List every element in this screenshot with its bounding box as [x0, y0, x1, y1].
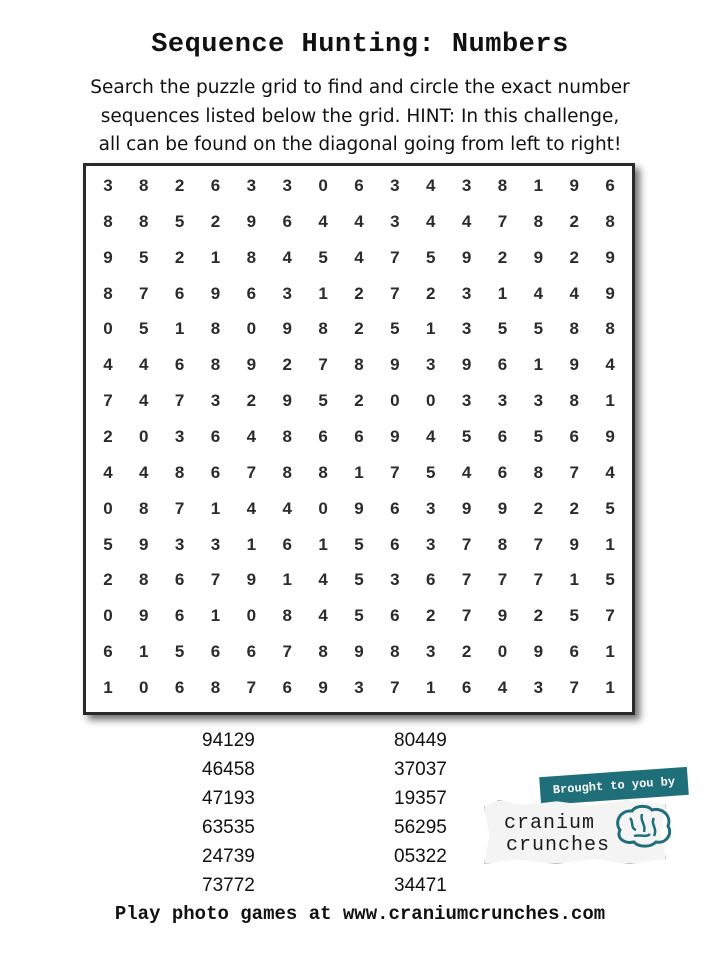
grid-cell[interactable]: 9 [605, 426, 615, 446]
grid-cell[interactable]: 6 [174, 678, 185, 698]
grid-cell[interactable]: 7 [103, 391, 113, 411]
grid-cell[interactable]: 6 [174, 355, 185, 375]
instructions-line-1: Search the puzzle grid to find and circle the exact number [90, 77, 630, 98]
grid-cell[interactable]: 6 [497, 462, 508, 482]
grid-cell[interactable]: 4 [282, 498, 292, 518]
grid-cell[interactable]: 9 [605, 283, 615, 303]
grid-cell[interactable]: 8 [318, 642, 328, 662]
grid-cell[interactable]: 5 [354, 534, 364, 554]
grid-cell[interactable]: 2 [533, 606, 544, 626]
grid-cell[interactable]: 9 [390, 355, 400, 375]
grid-cell[interactable]: 0 [246, 606, 257, 626]
grid-cell[interactable]: 6 [461, 678, 472, 698]
grid-cell[interactable]: 1 [354, 462, 364, 482]
grid-cell[interactable]: 2 [533, 498, 544, 518]
grid-cell[interactable]: 0 [318, 498, 328, 518]
grid-cell[interactable]: 4 [103, 462, 113, 482]
grid-cell[interactable]: 0 [497, 642, 508, 662]
grid-cell[interactable]: 1 [605, 534, 615, 554]
grid-cell[interactable]: 5 [533, 319, 544, 339]
sequence-item: 63535 [202, 817, 255, 838]
grid-cell[interactable]: 5 [605, 498, 615, 518]
grid-cell[interactable]: 6 [425, 570, 436, 590]
grid-cell[interactable]: 3 [461, 283, 472, 303]
grid-cell[interactable]: 2 [497, 247, 508, 267]
grid-cell[interactable]: 4 [318, 211, 328, 231]
grid-cell[interactable]: 2 [103, 570, 113, 590]
grid-cell[interactable]: 3 [210, 534, 221, 554]
grid-cell[interactable]: 8 [103, 211, 113, 231]
grid-cell[interactable]: 3 [246, 175, 257, 195]
grid-cell[interactable]: 7 [533, 534, 544, 554]
grid-cell[interactable]: 4 [318, 606, 328, 626]
grid-cell[interactable]: 2 [246, 391, 257, 411]
grid-cell[interactable]: 7 [390, 247, 400, 267]
grid-cell[interactable]: 7 [390, 283, 400, 303]
grid-cell[interactable]: 3 [282, 283, 292, 303]
grid-cell[interactable]: 2 [569, 247, 579, 267]
grid-cell[interactable]: 3 [282, 175, 292, 195]
grid-cell[interactable]: 6 [318, 426, 328, 446]
grid-cell[interactable]: 2 [174, 247, 185, 267]
grid-cell[interactable]: 3 [174, 426, 185, 446]
grid-cell[interactable]: 3 [461, 319, 472, 339]
grid-cell[interactable]: 8 [497, 534, 508, 554]
puzzle-grid-frame [83, 163, 635, 715]
grid-cell[interactable]: 7 [174, 498, 185, 518]
sequence-item: 34471 [394, 875, 447, 896]
grid-cell[interactable]: 2 [569, 498, 579, 518]
grid-cell[interactable]: 2 [425, 606, 436, 626]
grid-cell[interactable]: 3 [533, 391, 544, 411]
grid-cell[interactable]: 7 [174, 391, 185, 411]
grid-cell[interactable]: 7 [282, 642, 292, 662]
grid-cell[interactable]: 1 [605, 642, 615, 662]
grid-cell[interactable]: 9 [569, 175, 579, 195]
grid-cell[interactable]: 8 [354, 355, 364, 375]
grid-cell[interactable]: 9 [246, 211, 257, 231]
grid-cell[interactable]: 1 [533, 355, 544, 375]
grid-cell[interactable]: 9 [461, 247, 472, 267]
grid-cell[interactable]: 1 [174, 319, 185, 339]
grid-cell[interactable]: 4 [246, 498, 257, 518]
grid-cell[interactable]: 9 [569, 534, 579, 554]
logo-word-cranium: cranium [504, 812, 596, 835]
grid-cell[interactable]: 4 [533, 283, 544, 303]
grid-cell[interactable]: 1 [497, 283, 508, 303]
grid-cell[interactable]: 6 [390, 606, 400, 626]
grid-cell[interactable]: 6 [569, 642, 579, 662]
grid-cell[interactable]: 9 [246, 355, 257, 375]
grid-cell[interactable]: 8 [210, 678, 221, 698]
grid-cell[interactable]: 8 [318, 462, 328, 482]
grid-cell[interactable]: 5 [318, 391, 328, 411]
grid-cell[interactable]: 4 [497, 678, 508, 698]
sequence-item: 05322 [394, 846, 447, 867]
grid-cell[interactable]: 6 [390, 498, 400, 518]
grid-cell[interactable]: 6 [246, 283, 257, 303]
grid-cell[interactable]: 5 [174, 211, 185, 231]
grid-cell[interactable]: 9 [461, 498, 472, 518]
grid-cell[interactable]: 0 [139, 426, 149, 446]
grid-cell[interactable]: 8 [533, 211, 544, 231]
grid-cell[interactable]: 1 [425, 319, 436, 339]
grid-cell[interactable]: 8 [282, 606, 292, 626]
sequence-item: 56295 [394, 817, 447, 838]
grid-cell[interactable]: 1 [425, 678, 436, 698]
grid-cell[interactable]: 4 [139, 391, 149, 411]
grid-cell[interactable]: 3 [425, 355, 436, 375]
grid-cell[interactable]: 6 [174, 283, 185, 303]
grid-cell[interactable]: 9 [139, 534, 149, 554]
grid-cell[interactable]: 9 [210, 283, 221, 303]
grid-cell[interactable]: 6 [282, 534, 292, 554]
logo-tag: Brought to you by [539, 767, 689, 805]
sequence-item: 46458 [202, 759, 255, 780]
grid-cell[interactable]: 2 [282, 355, 292, 375]
grid-cell[interactable]: 6 [354, 175, 364, 195]
grid-cell[interactable]: 1 [246, 534, 257, 554]
grid-cell[interactable]: 0 [139, 678, 149, 698]
grid-cell[interactable]: 9 [533, 247, 544, 267]
grid-cell[interactable]: 5 [354, 570, 364, 590]
grid-cell[interactable]: 3 [103, 175, 113, 195]
footer-website: Play photo games at www.craniumcrunches.com [114, 903, 606, 925]
grid-cell[interactable]: 2 [210, 211, 221, 231]
grid-cell[interactable]: 9 [497, 606, 508, 626]
grid-cell[interactable]: 4 [246, 426, 257, 446]
sequence-item: 37037 [394, 759, 447, 780]
grid-cell[interactable]: 8 [533, 462, 544, 482]
grid-cell[interactable]: 8 [569, 319, 579, 339]
grid-cell[interactable]: 1 [605, 678, 615, 698]
grid-cell[interactable]: 5 [425, 462, 436, 482]
grid-cell[interactable]: 1 [103, 678, 113, 698]
grid-cell[interactable]: 5 [174, 642, 185, 662]
grid-cell[interactable]: 1 [210, 247, 221, 267]
grid-cell[interactable]: 8 [103, 283, 113, 303]
logo-word-crunches: crunches [506, 834, 611, 857]
grid-cell[interactable]: 2 [103, 426, 113, 446]
grid-cell[interactable]: 3 [461, 391, 472, 411]
grid-cell[interactable]: 4 [425, 211, 436, 231]
grid-cell[interactable]: 7 [533, 570, 544, 590]
grid-cell[interactable]: 6 [497, 426, 508, 446]
grid-cell[interactable]: 8 [282, 426, 292, 446]
grid-cell[interactable]: 1 [210, 606, 221, 626]
grid-cell[interactable]: 4 [425, 426, 436, 446]
grid-cell[interactable]: 7 [210, 570, 221, 590]
grid-cell[interactable]: 4 [569, 283, 579, 303]
grid-cell[interactable]: 9 [605, 247, 615, 267]
grid-cell[interactable]: 5 [425, 247, 436, 267]
grid-cell[interactable]: 9 [139, 606, 149, 626]
grid-cell[interactable]: 6 [174, 570, 185, 590]
grid-cell[interactable]: 6 [390, 534, 400, 554]
grid-cell[interactable]: 3 [425, 534, 436, 554]
grid-cell[interactable]: 2 [425, 283, 436, 303]
grid-cell[interactable]: 6 [210, 642, 221, 662]
grid-cell[interactable]: 9 [569, 355, 579, 375]
grid-cell[interactable]: 3 [461, 175, 472, 195]
grid-cell[interactable]: 0 [246, 319, 257, 339]
instructions [40, 74, 680, 160]
grid-cell[interactable]: 4 [103, 355, 113, 375]
sequence-item: 94129 [202, 730, 255, 751]
grid-cell[interactable]: 8 [174, 462, 185, 482]
grid-cell[interactable]: 2 [354, 319, 364, 339]
grid-cell[interactable]: 3 [425, 642, 436, 662]
grid-cell[interactable]: 5 [103, 534, 113, 554]
grid-cell[interactable]: 5 [390, 319, 400, 339]
grid-cell[interactable]: 2 [569, 211, 579, 231]
grid-cell[interactable]: 3 [354, 678, 364, 698]
grid-cell[interactable]: 6 [497, 355, 508, 375]
grid-cell[interactable]: 8 [318, 319, 328, 339]
grid-cell[interactable]: 3 [390, 211, 400, 231]
grid-cell[interactable]: 6 [354, 426, 364, 446]
grid-cell[interactable]: 8 [282, 462, 292, 482]
sequence-item: 47193 [202, 788, 255, 809]
grid-cell[interactable]: 8 [210, 355, 221, 375]
grid-cell[interactable]: 3 [425, 498, 436, 518]
grid-cell[interactable]: 6 [210, 462, 221, 482]
grid-cell[interactable]: 9 [246, 570, 257, 590]
grid-cell[interactable]: 8 [605, 319, 615, 339]
grid-cell[interactable]: 0 [103, 606, 113, 626]
page-title: Sequence Hunting: Numbers [151, 30, 569, 60]
grid-cell[interactable]: 9 [318, 678, 328, 698]
instructions-line-2: sequences listed below the grid. HINT: In this challenge, [100, 105, 620, 127]
grid-cell[interactable]: 7 [569, 678, 579, 698]
grid-cell[interactable]: 9 [354, 642, 364, 662]
grid-cell[interactable]: 0 [318, 175, 328, 195]
grid-cell[interactable]: 6 [103, 642, 113, 662]
grid-cell[interactable]: 4 [354, 247, 364, 267]
grid-cell[interactable]: 8 [210, 319, 221, 339]
grid-cell[interactable]: 1 [318, 283, 328, 303]
grid-cell[interactable]: 6 [246, 642, 257, 662]
grid-cell[interactable]: 4 [318, 570, 328, 590]
grid-cell[interactable]: 8 [139, 175, 149, 195]
grid-cell[interactable]: 5 [318, 247, 328, 267]
grid-cell[interactable]: 2 [461, 642, 472, 662]
brain-icon [612, 804, 674, 850]
grid-cell[interactable]: 5 [497, 319, 508, 339]
grid-cell[interactable]: 7 [318, 355, 328, 375]
grid-cell[interactable]: 7 [461, 534, 472, 554]
puzzle-grid [90, 168, 628, 706]
grid-cell[interactable]: 5 [569, 606, 579, 626]
grid-cell[interactable]: 4 [461, 211, 472, 231]
grid-cell[interactable]: 8 [139, 498, 149, 518]
grid-cell[interactable]: 7 [139, 283, 149, 303]
grid-cell[interactable]: 5 [354, 606, 364, 626]
grid-cell[interactable]: 4 [425, 175, 436, 195]
grid-cell[interactable]: 5 [605, 570, 615, 590]
grid-cell[interactable]: 1 [605, 391, 615, 411]
grid-cell[interactable]: 8 [139, 570, 149, 590]
grid-cell[interactable]: 3 [174, 534, 185, 554]
grid-cell[interactable]: 7 [390, 462, 400, 482]
grid-cell[interactable]: 4 [139, 462, 149, 482]
grid-cell[interactable]: 6 [282, 211, 292, 231]
grid-cell[interactable]: 9 [461, 355, 472, 375]
grid-cell[interactable]: 6 [605, 175, 615, 195]
instructions-line-3: all can be found on the diagonal going from left to right! [98, 134, 622, 155]
grid-cell[interactable]: 0 [390, 391, 400, 411]
grid-cell[interactable]: 4 [461, 462, 472, 482]
grid-cell[interactable]: 0 [103, 498, 113, 518]
sequence-item: 80449 [394, 730, 447, 751]
sequence-item: 19357 [394, 788, 447, 809]
grid-cell[interactable]: 0 [103, 319, 113, 339]
grid-cell[interactable]: 3 [210, 391, 221, 411]
grid-cell[interactable]: 1 [282, 570, 292, 590]
grid-cell[interactable]: 4 [354, 211, 364, 231]
grid-cell[interactable]: 9 [282, 319, 292, 339]
grid-cell[interactable]: 6 [569, 426, 579, 446]
grid-cell[interactable]: 7 [461, 570, 472, 590]
grid-cell[interactable]: 9 [354, 498, 364, 518]
grid-cell[interactable]: 7 [605, 606, 615, 626]
grid-cell[interactable]: 7 [246, 678, 257, 698]
grid-cell[interactable]: 8 [390, 642, 400, 662]
grid-cell[interactable]: 3 [390, 570, 400, 590]
grid-cell[interactable]: 1 [318, 534, 328, 554]
sequence-list-right [394, 726, 484, 900]
grid-cell[interactable]: 9 [282, 391, 292, 411]
grid-cell[interactable]: 7 [497, 570, 508, 590]
grid-cell[interactable]: 8 [569, 391, 579, 411]
grid-cell[interactable]: 3 [390, 175, 400, 195]
grid-cell[interactable]: 5 [139, 319, 149, 339]
grid-cell[interactable]: 6 [210, 426, 221, 446]
grid-cell[interactable]: 2 [354, 283, 364, 303]
grid-cell[interactable]: 8 [497, 175, 508, 195]
grid-cell[interactable]: 4 [605, 462, 615, 482]
grid-cell[interactable]: 5 [461, 426, 472, 446]
grid-cell[interactable]: 2 [174, 175, 185, 195]
grid-cell[interactable]: 4 [139, 355, 149, 375]
grid-cell[interactable]: 2 [354, 391, 364, 411]
grid-cell[interactable]: 6 [174, 606, 185, 626]
grid-cell[interactable]: 3 [497, 391, 508, 411]
grid-cell[interactable]: 9 [497, 498, 508, 518]
grid-cell[interactable]: 1 [533, 175, 544, 195]
sequence-list-left [202, 726, 292, 900]
sequence-item: 73772 [202, 875, 255, 896]
grid-cell[interactable]: 5 [139, 247, 149, 267]
cranium-crunches-logo [480, 770, 695, 875]
grid-cell[interactable]: 5 [533, 426, 544, 446]
grid-cell[interactable]: 9 [533, 642, 544, 662]
grid-cell[interactable]: 7 [390, 678, 400, 698]
grid-cell[interactable]: 4 [605, 355, 615, 375]
grid-cell[interactable]: 4 [282, 247, 292, 267]
grid-cell[interactable]: 8 [139, 211, 149, 231]
grid-cell[interactable]: 0 [425, 391, 436, 411]
grid-cell[interactable]: 7 [569, 462, 579, 482]
grid-cell[interactable]: 6 [282, 678, 292, 698]
grid-cell[interactable]: 1 [569, 570, 579, 590]
grid-cell[interactable]: 9 [390, 426, 400, 446]
grid-cell[interactable]: 9 [103, 247, 113, 267]
grid-cell[interactable]: 1 [139, 642, 149, 662]
grid-cell[interactable]: 6 [210, 175, 221, 195]
grid-cell[interactable]: 3 [533, 678, 544, 698]
grid-cell[interactable]: 8 [246, 247, 257, 267]
grid-cell[interactable]: 1 [210, 498, 221, 518]
sequence-item: 24739 [202, 846, 255, 867]
grid-cell[interactable]: 7 [497, 211, 508, 231]
grid-cell[interactable]: 8 [605, 211, 615, 231]
grid-cell[interactable]: 7 [461, 606, 472, 626]
grid-cell[interactable]: 7 [246, 462, 257, 482]
